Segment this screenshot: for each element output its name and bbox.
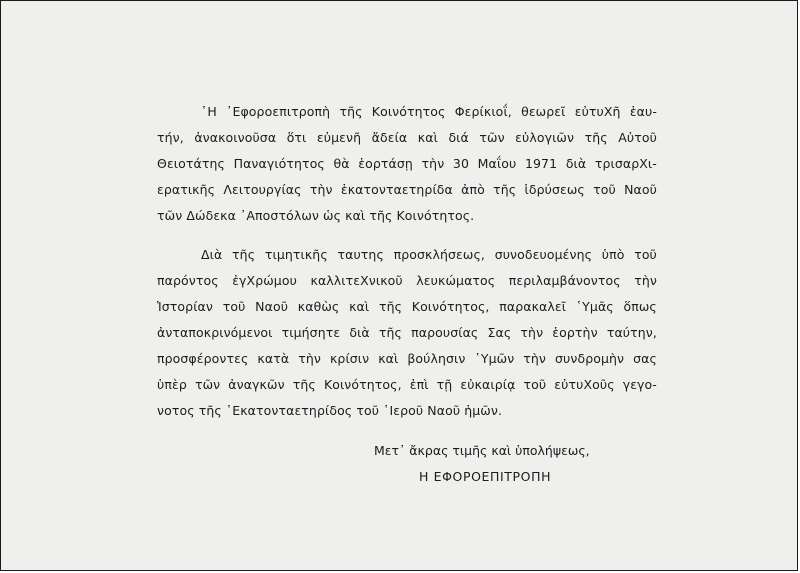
word: ταύτην, bbox=[606, 325, 657, 340]
word: Ναοῦ bbox=[624, 182, 657, 197]
word: 1971 bbox=[524, 156, 558, 171]
word: κατὰ bbox=[257, 351, 290, 366]
word: τοῦ bbox=[593, 182, 616, 197]
word: περιλαμβάνοντος bbox=[508, 273, 621, 288]
word: τὴν bbox=[421, 156, 445, 171]
word: τοῦ bbox=[634, 247, 657, 262]
word: Ναοῦ bbox=[255, 299, 289, 314]
word: Θειοτάτης bbox=[157, 156, 225, 171]
word: τιμητικῆς bbox=[264, 247, 328, 262]
word: ἑορτάσῃ bbox=[358, 156, 413, 171]
word: θὰ bbox=[333, 156, 350, 171]
word: παρουσίας bbox=[411, 325, 479, 340]
word: ἑαυ- bbox=[629, 104, 657, 119]
letter-body bbox=[157, 99, 657, 424]
word: Κοινότητος, bbox=[411, 299, 490, 314]
signature-committee: Η ΕΦΟΡΟΕΠΙΤΡΟΠΗ bbox=[419, 469, 552, 484]
text-line bbox=[157, 177, 657, 203]
word: Μαΐου bbox=[477, 156, 517, 171]
text-line bbox=[157, 320, 657, 346]
word: Σας bbox=[487, 325, 512, 340]
word: τῆς bbox=[584, 130, 608, 145]
word: ἀναγκῶν bbox=[228, 377, 285, 392]
word: συνοδευομένης bbox=[494, 247, 593, 262]
word: ᾿Εφοροεπιτροπὴ bbox=[226, 104, 331, 119]
word: προσκλήσεως, bbox=[393, 247, 485, 262]
word: ῾Υμῶν bbox=[474, 351, 515, 366]
word: τῶν bbox=[479, 130, 505, 145]
text-line bbox=[157, 346, 657, 372]
word: ἱδρύσεως bbox=[524, 182, 585, 197]
word: θεωρεῖ bbox=[521, 104, 566, 119]
word: ὅτι bbox=[286, 130, 307, 145]
word: 30 bbox=[452, 156, 470, 171]
word: ἑορτὴν bbox=[552, 325, 598, 340]
word: λευκώματος bbox=[416, 273, 496, 288]
word: ὑπὲρ bbox=[157, 377, 187, 392]
word: διὰ bbox=[565, 156, 587, 171]
word: τῆς bbox=[232, 247, 256, 262]
word: Διὰ bbox=[201, 247, 223, 262]
word: τὴν bbox=[298, 351, 321, 366]
word: Φερίκιοΐ, bbox=[454, 104, 512, 119]
word: εὐμενῆ bbox=[316, 130, 362, 145]
word: ὅπως bbox=[623, 299, 657, 314]
word: ὑπὸ bbox=[601, 247, 625, 262]
text-line bbox=[157, 372, 657, 398]
word: καὶ bbox=[378, 351, 399, 366]
text-line bbox=[157, 242, 657, 268]
word: τῶν bbox=[194, 377, 221, 392]
word: τήν, bbox=[157, 130, 184, 145]
word: τὴν bbox=[523, 351, 547, 366]
word: σας bbox=[633, 351, 657, 366]
word: παρόντος bbox=[157, 273, 219, 288]
word: τῇ bbox=[436, 377, 453, 392]
word: προσφέροντες bbox=[157, 351, 249, 366]
text-line bbox=[157, 125, 657, 151]
word: καλλιτεΧνικοῦ bbox=[310, 273, 403, 288]
word: εὐτυΧοῦς bbox=[554, 377, 615, 392]
word: τῆς bbox=[378, 299, 403, 314]
word: διὰ bbox=[349, 325, 370, 340]
word: τὴν bbox=[634, 273, 657, 288]
word: ῾Υμᾶς bbox=[575, 299, 614, 314]
word: εὐλογιῶν bbox=[515, 130, 575, 145]
word: τοῦ bbox=[222, 299, 246, 314]
word: Παναγιότητος bbox=[233, 156, 325, 171]
word: ἀπὸ bbox=[461, 182, 485, 197]
paragraph-announcement bbox=[157, 99, 657, 229]
closing-salutation: Μετ᾿ ἄκρας τιμῆς καὶ ὑπολήψεως, bbox=[374, 443, 590, 458]
word: ἀνταποκρινόμενοι bbox=[157, 325, 273, 340]
paragraph-invitation bbox=[157, 242, 657, 424]
text-line: τῶν Δώδεκα ᾿Αποστόλων ὡς καὶ τῆς Κοινότητος. bbox=[157, 208, 475, 223]
word: συνδρομὴν bbox=[555, 351, 625, 366]
word: εὐκαιρίᾳ bbox=[460, 377, 516, 392]
word: εὐτυΧῆ bbox=[574, 104, 621, 119]
word: γεγο- bbox=[622, 377, 657, 392]
text-line bbox=[157, 151, 657, 177]
word: διά bbox=[448, 130, 469, 145]
word: ταυτης bbox=[337, 247, 384, 262]
word: τιμήσητε bbox=[281, 325, 341, 340]
word: ῾Η bbox=[201, 104, 217, 119]
word: Ἱστορίαν bbox=[157, 299, 213, 314]
word: τῆς bbox=[493, 182, 517, 197]
word: ἑκατονταετηρίδα bbox=[340, 182, 453, 197]
word: Κοινότητος, bbox=[323, 377, 402, 392]
word: τῆς bbox=[378, 325, 402, 340]
text-line: νοτος τῆς ῾Εκατονταετηρίδος τοῦ ῾Ιεροῦ Ναοῦ ἡμῶν. bbox=[157, 403, 503, 418]
word: ἀνακοινοῦσα bbox=[194, 130, 277, 145]
word: βούλησιν bbox=[407, 351, 466, 366]
word: καὶ bbox=[349, 299, 370, 314]
word: τὴν bbox=[520, 325, 544, 340]
word: Κοινότητος bbox=[371, 104, 446, 119]
word: ερατικῆς bbox=[157, 182, 216, 197]
word: ἐγΧρώμου bbox=[232, 273, 297, 288]
word: τῆς bbox=[339, 104, 363, 119]
word: Αὐτοῦ bbox=[618, 130, 657, 145]
word: τρισαρΧι- bbox=[594, 156, 657, 171]
word: ἐπὶ bbox=[409, 377, 429, 392]
text-line bbox=[157, 294, 657, 320]
word: τὴν bbox=[309, 182, 333, 197]
word: κρίσιν bbox=[329, 351, 370, 366]
word: Λειτουργίας bbox=[223, 182, 302, 197]
text-line bbox=[157, 99, 657, 125]
word: παρακαλεῖ bbox=[499, 299, 567, 314]
text-line bbox=[157, 268, 657, 294]
word: ἄδεία bbox=[371, 130, 408, 145]
word: καὶ bbox=[417, 130, 438, 145]
word: καθὼς bbox=[297, 299, 340, 314]
word: τῆς bbox=[292, 377, 316, 392]
word: τοῦ bbox=[523, 377, 547, 392]
